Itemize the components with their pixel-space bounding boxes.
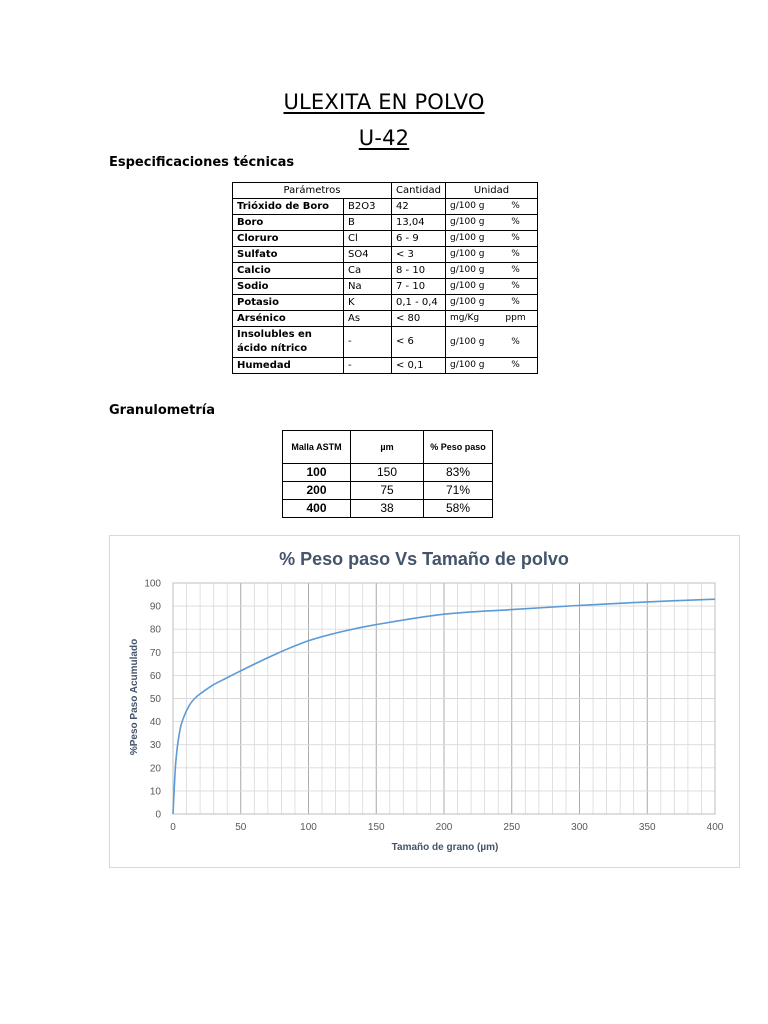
spec-table bbox=[232, 182, 538, 374]
x-tick-label: 0 bbox=[170, 822, 176, 833]
param-symbol-cell: Na bbox=[344, 279, 392, 295]
unit-alt-cell: % bbox=[494, 327, 538, 358]
unit-alt-cell: % bbox=[494, 199, 538, 215]
spec-row bbox=[233, 215, 538, 231]
chart-title: % Peso paso Vs Tamaño de polvo bbox=[279, 549, 569, 569]
y-tick-label: 10 bbox=[149, 786, 161, 798]
product-code: U-42 bbox=[358, 126, 410, 150]
quantity-cell: 42 bbox=[392, 199, 446, 215]
param-symbol-cell: B2O3 bbox=[344, 199, 392, 215]
unit-cell: g/100 g bbox=[446, 215, 495, 231]
spec-row bbox=[233, 358, 538, 374]
unit-alt-cell: % bbox=[494, 231, 538, 247]
y-axis-label: %Peso Paso Acumulado bbox=[129, 638, 140, 756]
y-tick-label: 20 bbox=[149, 763, 161, 775]
x-tick-label: 150 bbox=[367, 822, 385, 833]
param-name-cell: Arsénico bbox=[233, 311, 344, 327]
um-header: µm bbox=[351, 431, 424, 464]
gran-row bbox=[283, 482, 493, 500]
param-name-cell: Sodio bbox=[233, 279, 344, 295]
chart-container bbox=[109, 535, 740, 868]
unit-cell: g/100 g bbox=[446, 327, 495, 358]
param-symbol-cell: K bbox=[344, 295, 392, 311]
granulometry-heading: Granulometría bbox=[109, 403, 215, 418]
y-tick-label: 60 bbox=[149, 670, 161, 682]
unit-cell: mg/Kg bbox=[446, 311, 495, 327]
mesh-cell: 100 bbox=[283, 464, 351, 482]
x-tick-label: 100 bbox=[300, 822, 317, 833]
x-tick-label: 50 bbox=[235, 822, 247, 833]
y-tick-label: 90 bbox=[149, 601, 161, 613]
spec-row bbox=[233, 279, 538, 295]
chart-grid bbox=[173, 583, 715, 814]
y-tick-label: 70 bbox=[149, 647, 161, 659]
param-symbol-cell: - bbox=[344, 358, 392, 374]
chart-svg bbox=[110, 536, 739, 867]
quantity-cell: 6 - 9 bbox=[392, 231, 446, 247]
spec-row bbox=[233, 311, 538, 327]
unit-alt-cell: % bbox=[494, 247, 538, 263]
y-tick-label: 40 bbox=[149, 717, 161, 729]
unit-cell: g/100 g bbox=[446, 295, 495, 311]
mesh-cell: 200 bbox=[283, 482, 351, 500]
pct-cell: 83% bbox=[424, 464, 493, 482]
param-symbol-cell: - bbox=[344, 327, 392, 358]
x-tick-label: 300 bbox=[571, 822, 588, 833]
gran-row bbox=[283, 500, 493, 518]
unit-cell: g/100 g bbox=[446, 358, 495, 374]
param-symbol-cell: Ca bbox=[344, 263, 392, 279]
spec-row bbox=[233, 295, 538, 311]
quantity-cell: 13,04 bbox=[392, 215, 446, 231]
x-axis-label: Tamaño de grano (µm) bbox=[391, 842, 499, 853]
param-symbol-cell: SO4 bbox=[344, 247, 392, 263]
spec-header-row bbox=[233, 183, 538, 199]
quantity-cell: 8 - 10 bbox=[392, 263, 446, 279]
param-name-cell: Calcio bbox=[233, 263, 344, 279]
spec-row bbox=[233, 247, 538, 263]
param-name-cell: Humedad bbox=[233, 358, 344, 374]
unit-alt-cell: % bbox=[494, 279, 538, 295]
gran-row bbox=[283, 464, 493, 482]
spec-row bbox=[233, 231, 538, 247]
unit-cell: g/100 g bbox=[446, 231, 495, 247]
param-name-cell: Cloruro bbox=[233, 231, 344, 247]
quantity-cell: < 0,1 bbox=[392, 358, 446, 374]
unit-alt-cell: % bbox=[494, 358, 538, 374]
y-tick-label: 0 bbox=[155, 809, 161, 821]
param-name-cell: Sulfato bbox=[233, 247, 344, 263]
pct-header: % Peso paso bbox=[424, 431, 493, 464]
quantity-cell: < 3 bbox=[392, 247, 446, 263]
unit-alt-cell: % bbox=[494, 295, 538, 311]
unit-alt-cell: % bbox=[494, 263, 538, 279]
unit-cell: g/100 g bbox=[446, 279, 495, 295]
quantity-cell: < 80 bbox=[392, 311, 446, 327]
specs-heading: Especificaciones técnicas bbox=[109, 155, 295, 170]
chart-axes bbox=[144, 579, 723, 834]
param-name-cell: Insolubles en ácido nítrico bbox=[233, 327, 344, 358]
mesh-cell: 400 bbox=[283, 500, 351, 518]
pct-cell: 71% bbox=[424, 482, 493, 500]
spec-row bbox=[233, 199, 538, 215]
um-cell: 75 bbox=[351, 482, 424, 500]
x-tick-label: 350 bbox=[638, 822, 656, 833]
param-symbol-cell: As bbox=[344, 311, 392, 327]
y-tick-label: 80 bbox=[149, 624, 161, 636]
x-tick-label: 250 bbox=[503, 822, 521, 833]
unit-alt-cell: ppm bbox=[494, 311, 538, 327]
pct-cell: 58% bbox=[424, 500, 493, 518]
gran-header-row bbox=[283, 431, 493, 464]
qty-header: Cantidad bbox=[392, 183, 446, 199]
param-name-cell: Boro bbox=[233, 215, 344, 231]
granulometry-table bbox=[282, 430, 493, 518]
x-tick-label: 400 bbox=[706, 822, 724, 833]
spec-row bbox=[233, 263, 538, 279]
unit-cell: g/100 g bbox=[446, 263, 495, 279]
document-title: ULEXITA EN POLVO bbox=[283, 90, 485, 114]
x-tick-label: 200 bbox=[435, 822, 453, 833]
um-cell: 38 bbox=[351, 500, 424, 518]
y-tick-label: 100 bbox=[144, 578, 161, 590]
mesh-header: Malla ASTM bbox=[283, 431, 351, 464]
param-name-cell: Trióxido de Boro bbox=[233, 199, 344, 215]
quantity-cell: 7 - 10 bbox=[392, 279, 446, 295]
y-tick-label: 30 bbox=[149, 740, 161, 752]
spec-row bbox=[233, 327, 538, 358]
param-name-cell: Potasio bbox=[233, 295, 344, 311]
quantity-cell: < 6 bbox=[392, 327, 446, 358]
quantity-cell: 0,1 - 0,4 bbox=[392, 295, 446, 311]
unit-cell: g/100 g bbox=[446, 247, 495, 263]
um-cell: 150 bbox=[351, 464, 424, 482]
param-symbol-cell: B bbox=[344, 215, 392, 231]
unit-cell: g/100 g bbox=[446, 199, 495, 215]
param-header: Parámetros bbox=[233, 183, 392, 199]
param-symbol-cell: Cl bbox=[344, 231, 392, 247]
unit-alt-cell: % bbox=[494, 215, 538, 231]
unit-header: Unidad bbox=[446, 183, 538, 199]
y-tick-label: 50 bbox=[149, 694, 161, 705]
